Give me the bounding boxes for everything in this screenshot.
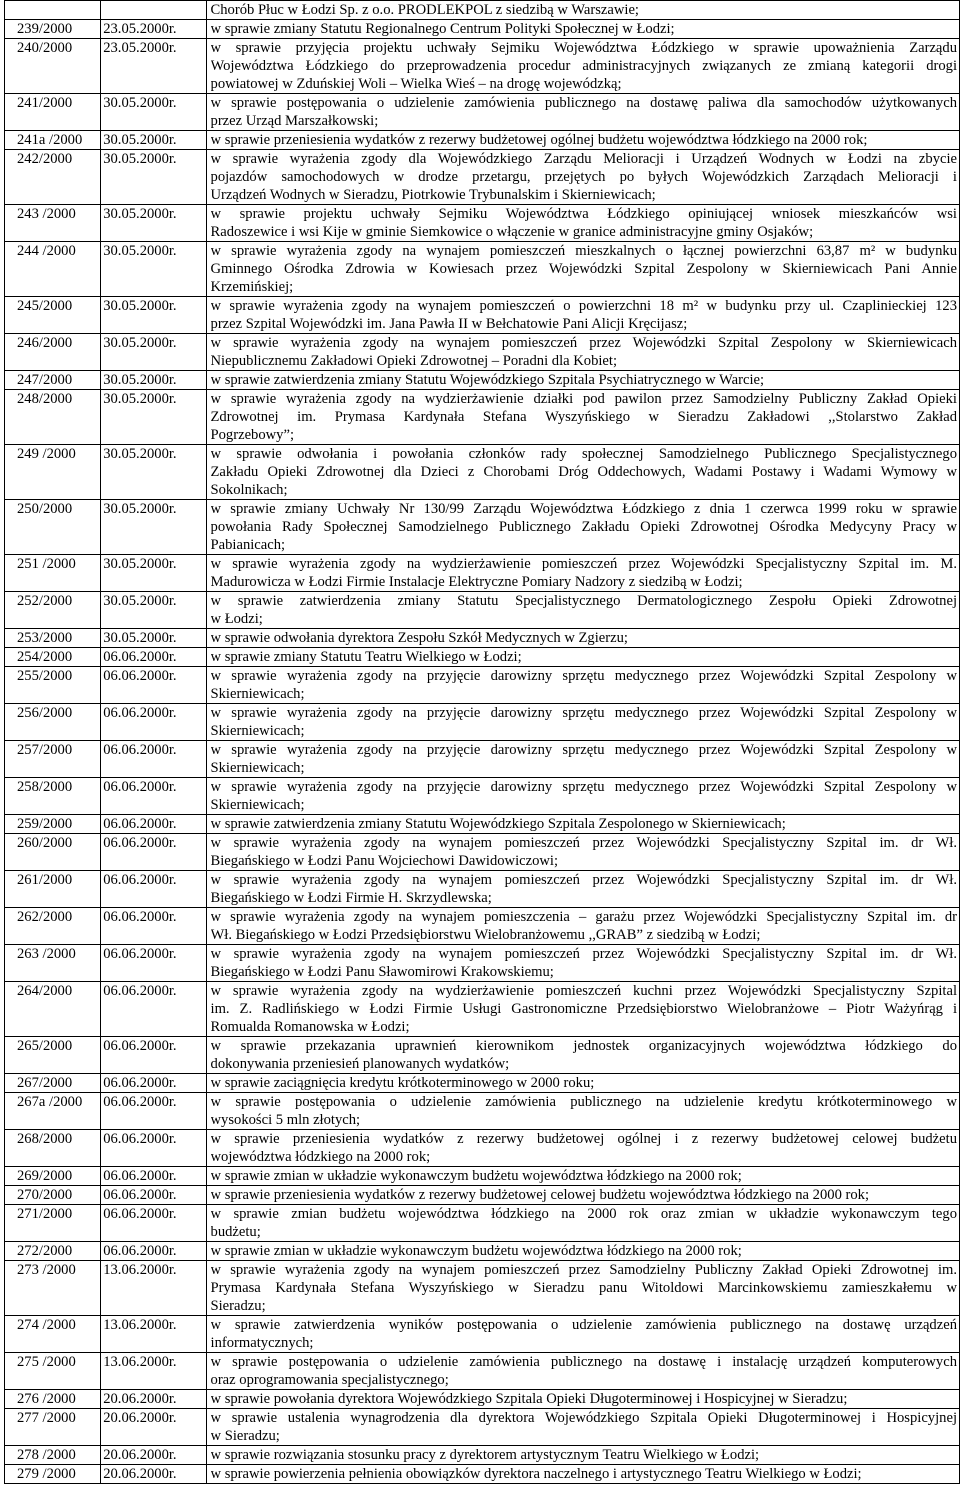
description-line: w sprawie postępowania o udzielenie zamówienia publicznego na udzielenie kredytu krótkoterminowego w <box>210 1094 957 1110</box>
resolution-description <box>206 131 959 150</box>
table-row <box>5 667 960 704</box>
resolution-date: 06.06.2000r. <box>101 1074 206 1093</box>
table-row <box>5 908 960 945</box>
resolution-number: 267/2000 <box>5 1074 101 1093</box>
resolution-number: 240/2000 <box>5 39 101 94</box>
resolution-date: 06.06.2000r. <box>101 1037 206 1074</box>
description-line: w sprawie powołania dyrektora Wojewódzkiego Szpitala Opieki Długoterminowej i Hospicyjnej w Sieradzu; <box>210 1391 848 1407</box>
description-line: w sprawie rozwiązania stosunku pracy z dyrektorem artystycznym Teatru Wielkiego w Łodzi; <box>210 1447 760 1463</box>
resolution-date: 23.05.2000r. <box>101 39 206 94</box>
resolution-description <box>206 834 959 871</box>
resolution-number: 246/2000 <box>5 334 101 371</box>
resolution-description <box>206 555 959 592</box>
resolution-number: 267a /2000 <box>5 1093 101 1130</box>
resolution-date: 30.05.2000r. <box>101 150 206 205</box>
resolution-number: 271/2000 <box>5 1205 101 1242</box>
table-row <box>5 150 960 205</box>
resolution-description <box>206 334 959 371</box>
resolution-number: 244 /2000 <box>5 242 101 297</box>
resolution-date: 30.05.2000r. <box>101 94 206 131</box>
description-line: w sprawie zmian w układzie wykonawczym budżetu województwa łódzkiego na 2000 rok; <box>210 1243 742 1259</box>
table-row <box>5 1409 960 1446</box>
resolution-date: 06.06.2000r. <box>101 945 206 982</box>
resolution-date: 06.06.2000r. <box>101 667 206 704</box>
resolution-description <box>206 500 959 555</box>
description-line: w sprawie przyjęcia projektu uchwały Sejmiku Województwa Łódzkiego w sprawie upoważnienia Zarządu <box>210 40 957 56</box>
resolution-description <box>206 648 959 667</box>
resolution-date: 20.06.2000r. <box>101 1390 206 1409</box>
description-line: województwa łódzkiego na 2000 rok; <box>210 1149 431 1165</box>
description-line: Zakładu Opieki Zdrowotnej dla Dzieci z Chorobami Dróg Oddechowych, Wadami Postawy i Wadami Wymowy w <box>210 464 957 480</box>
resolution-date: 06.06.2000r. <box>101 1093 206 1130</box>
resolution-description <box>206 1130 959 1167</box>
table-row <box>5 1093 960 1130</box>
resolution-number: 275 /2000 <box>5 1353 101 1390</box>
resolution-number: 262/2000 <box>5 908 101 945</box>
description-line: w sprawie odwołania i powołania członków rady społecznej Samodzielnego Publicznego Specjalistycznego <box>210 446 957 462</box>
description-line: dokonywania przeniesień planowanych wydatków; <box>210 1056 510 1072</box>
table-row <box>5 242 960 297</box>
table-row <box>5 500 960 555</box>
table-row <box>5 1074 960 1093</box>
resolution-number: 273 /2000 <box>5 1261 101 1316</box>
description-line: w sprawie zmian budżetu województwa łódzkiego na 2000 rok oraz zmian w układzie wykonawczym tego <box>210 1206 957 1222</box>
resolution-date: 30.05.2000r. <box>101 205 206 242</box>
description-line: powołania Rady Społecznej Samodzielnego Publicznego Zakładu Opieki Zdrowotnej Ośrodka Medycyny Pracy w <box>210 519 957 535</box>
resolution-number: 243 /2000 <box>5 205 101 242</box>
table-row <box>5 1037 960 1074</box>
description-line: w sprawie powierzenia pełnienia obowiązków dyrektora naczelnego i artystycznego Teatru Wielkiego w Łodzi; <box>210 1466 862 1482</box>
description-line: pojazdów samochodowych w drodze przetargu, przejętych po byłych Wojewódzkich Zarządach Melioracji i <box>210 169 957 185</box>
resolution-date: 13.06.2000r. <box>101 1353 206 1390</box>
resolution-number: 269/2000 <box>5 1167 101 1186</box>
description-line: w sprawie wyrażenia zgody na wydzierżawienie pomieszczeń przez Wojewódzki Specjalistyczny Szpital im. M. <box>210 556 957 572</box>
description-line: w sprawie zmiany Statutu Teatru Wielkiego w Łodzi; <box>210 649 522 665</box>
description-line: Urządzeń Wodnych w Sieradzu, Piotrkowie Trybunalskim i Skierniewicach; <box>210 187 656 203</box>
description-line: w sprawie ustalenia wynagrodzenia dla dyrektora Wojewódzkiego Szpitala Opieki Długoterminowej i Hospicyjnej <box>210 1410 957 1426</box>
resolution-description <box>206 1205 959 1242</box>
resolution-number <box>5 1 101 20</box>
description-line: Skierniewicach; <box>210 723 305 739</box>
resolution-description <box>206 945 959 982</box>
resolution-number: 256/2000 <box>5 704 101 741</box>
description-line: w sprawie przekazania uprawnień kierownikom jednostek organizacyjnych województwa łódzkiego do <box>210 1038 957 1054</box>
description-line: w sprawie odwołania dyrektora Zespołu Szkół Medycznych w Zgierzu; <box>210 630 628 646</box>
table-row <box>5 371 960 390</box>
resolution-description <box>206 1037 959 1074</box>
table-row <box>5 1353 960 1390</box>
resolution-description <box>206 371 959 390</box>
resolution-date: 30.05.2000r. <box>101 131 206 150</box>
resolution-number: 261/2000 <box>5 871 101 908</box>
description-line: w Łodzi; <box>210 611 263 627</box>
resolution-date: 06.06.2000r. <box>101 1167 206 1186</box>
description-line: Niepublicznemu Zakładowi Opieki Zdrowotnej – Poradni dla Kobiet; <box>210 353 618 369</box>
resolution-number: 260/2000 <box>5 834 101 871</box>
resolution-number: 248/2000 <box>5 390 101 445</box>
resolution-description <box>206 205 959 242</box>
description-line: w sprawie wyrażenia zgody na przyjęcie darowizny sprzętu medycznego przez Wojewódzki Szpital Zespolony w <box>210 705 957 721</box>
description-line: Biegańskiego w Łodzi Panu Sławomirowi Krakowskiemu; <box>210 964 554 980</box>
description-line: Zdrowotnej im. Prymasa Kardynała Stefana Wyszyńskiego w Sieradzu Zakładowi ,,Stolarstwo Zakład <box>210 409 957 425</box>
table-row <box>5 205 960 242</box>
description-line: przez Szpital Wojewódzki im. Jana Pawła II w Bełchatowie Pani Alicji Kręcijasz; <box>210 316 688 332</box>
table-row <box>5 1465 960 1484</box>
description-line: w sprawie zmiany Uchwały Nr 130/99 Zarządu Województwa Łódzkiego z dnia 1 czerwca 1999 roku w sprawie <box>210 501 957 517</box>
resolution-number: 278 /2000 <box>5 1446 101 1465</box>
resolution-number: 265/2000 <box>5 1037 101 1074</box>
resolution-description <box>206 297 959 334</box>
resolution-description <box>206 1409 959 1446</box>
resolution-description <box>206 1 959 20</box>
table-row <box>5 20 960 39</box>
table-row <box>5 390 960 445</box>
resolution-date: 13.06.2000r. <box>101 1261 206 1316</box>
resolution-date: 06.06.2000r. <box>101 1130 206 1167</box>
description-line: Pabianicach; <box>210 537 286 553</box>
table-row <box>5 1205 960 1242</box>
table-row <box>5 131 960 150</box>
table-row <box>5 1261 960 1316</box>
resolution-number: 277 /2000 <box>5 1409 101 1446</box>
description-line: w sprawie zatwierdzenia zmiany Statutu Wojewódzkiego Szpitala Psychiatrycznego w Warcie; <box>210 372 765 388</box>
description-line: oraz oprogramowania specjalistycznego; <box>210 1372 449 1388</box>
resolution-number: 249 /2000 <box>5 445 101 500</box>
description-line: Prymasa Kardynała Stefana Wyszyńskiego w Sieradzu panu Witoldowi Marcinkowskiemu zamieszkałemu w <box>210 1280 957 1296</box>
description-line: Madurowicza w Łodzi Firmie Instalacje Elektryczne Pomiary Nadzory z siedzibą w Łodzi; <box>210 574 743 590</box>
resolution-date: 06.06.2000r. <box>101 982 206 1037</box>
resolution-date <box>101 1 206 20</box>
table-row <box>5 629 960 648</box>
resolution-description <box>206 1316 959 1353</box>
table-row <box>5 648 960 667</box>
description-line: Skierniewicach; <box>210 797 305 813</box>
table-row <box>5 834 960 871</box>
description-line: Romualda Romanowska w Łodzi; <box>210 1019 410 1035</box>
description-line: w sprawie zatwierdzenia zmiany Statutu Specjalistycznego Dermatologicznego Zespołu Opieki Zdrowotnej <box>210 593 957 609</box>
description-line: w sprawie projektu uchwały Sejmiku Województwa Łódzkiego opiniującej wniosek mieszkańców wsi <box>210 206 957 222</box>
resolution-description <box>206 242 959 297</box>
resolution-date: 30.05.2000r. <box>101 500 206 555</box>
description-line: budżetu; <box>210 1224 261 1240</box>
description-line: im. Z. Radlińskiego w Łodzi Firmie Usługi Gastronomiczne Przedsiębiorstwo Wielobranżowe – Piotr Ważyńrąg i <box>210 1001 957 1017</box>
resolution-number: 268/2000 <box>5 1130 101 1167</box>
description-line: w sprawie wyrażenia zgody na wydzierżawienie pomieszczeń kuchni przez Wojewódzki Specjalistyczny Szpital <box>210 983 957 999</box>
description-line: przez Urząd Marszałkowski; <box>210 113 379 129</box>
table-row <box>5 815 960 834</box>
table-row <box>5 445 960 500</box>
resolution-date: 06.06.2000r. <box>101 1205 206 1242</box>
description-line: Radoszewice i wsi Kije w gminie Siemkowice o włączenie w granice administracyjne gminy Osjaków; <box>210 224 814 240</box>
resolution-description <box>206 20 959 39</box>
resolution-description <box>206 741 959 778</box>
resolution-date: 06.06.2000r. <box>101 871 206 908</box>
resolution-description <box>206 908 959 945</box>
resolution-date: 06.06.2000r. <box>101 704 206 741</box>
resolution-description <box>206 667 959 704</box>
table-row <box>5 1446 960 1465</box>
resolution-date: 06.06.2000r. <box>101 648 206 667</box>
resolution-number: 241/2000 <box>5 94 101 131</box>
table-row <box>5 704 960 741</box>
resolution-date: 20.06.2000r. <box>101 1409 206 1446</box>
resolution-number: 239/2000 <box>5 20 101 39</box>
description-line: Biegańskiego w Łodzi Panu Wojciechowi Dawidowiczowi; <box>210 853 559 869</box>
description-line: w sprawie postępowania o udzielenie zamówienia publicznego na dostawę i instalację urządzeń komputerowych <box>210 1354 957 1370</box>
resolution-number: 257/2000 <box>5 741 101 778</box>
resolutions-document <box>4 0 960 1484</box>
table-row <box>5 945 960 982</box>
table-row <box>5 334 960 371</box>
table-row <box>5 741 960 778</box>
table-row <box>5 1 960 20</box>
resolution-date: 06.06.2000r. <box>101 778 206 815</box>
description-line: Gminnego Ośrodka Zdrowia w Kowiesach przez Wojewódzki Szpital Zespolony w Skierniewicach Pani Annie <box>210 261 957 277</box>
resolution-description <box>206 982 959 1037</box>
description-line: w sprawie wyrażenia zgody dla Wojewódzkiego Zarządu Melioracji i Urządzeń Wodnych w Łodzi na zbycie <box>210 151 957 167</box>
description-line: Biegańskiego w Łodzi Firmie H. Skrzydlewska; <box>210 890 492 906</box>
resolution-description <box>206 629 959 648</box>
resolution-date: 30.05.2000r. <box>101 371 206 390</box>
resolution-date: 30.05.2000r. <box>101 555 206 592</box>
resolution-description <box>206 445 959 500</box>
resolution-date: 06.06.2000r. <box>101 741 206 778</box>
description-line: w sprawie postępowania o udzielenie zamówienia publicznego na dostawę paliwa dla samochodów użytkowanych <box>210 95 957 111</box>
resolution-date: 06.06.2000r. <box>101 834 206 871</box>
table-row <box>5 1316 960 1353</box>
resolution-description <box>206 94 959 131</box>
resolution-description <box>206 1465 959 1484</box>
resolution-number: 255/2000 <box>5 667 101 704</box>
table-row <box>5 297 960 334</box>
description-line: w sprawie wyrażenia zgody na wynajem pomieszczeń przez Samodzielny Publiczny Zakład Opieki Zdrowotnej im. <box>210 1262 957 1278</box>
description-line: w sprawie wyrażenia zgody na wynajem pomieszczeń mieszkalnych o łącznej powierzchni 63,87 m² w budynku <box>210 243 957 259</box>
resolutions-table <box>4 0 960 1484</box>
resolution-date: 30.05.2000r. <box>101 297 206 334</box>
description-line: w sprawie wyrażenia zgody na wynajem pomieszczeń o powierzchni 18 m² w budynku przy ul. Czaplinieckiej 123 <box>210 298 957 314</box>
description-line: Krzemińskiej; <box>210 279 294 295</box>
resolution-date: 20.06.2000r. <box>101 1446 206 1465</box>
resolution-description <box>206 1186 959 1205</box>
resolution-number: 263 /2000 <box>5 945 101 982</box>
resolution-date: 30.05.2000r. <box>101 390 206 445</box>
description-line: Chorób Płuc w Łodzi Sp. z o.o. PRODLEKPOL z siedzibą w Warszawie; <box>210 2 639 18</box>
description-line: w sprawie przeniesienia wydatków z rezerwy budżetowej ogólnej budżetu województwa łódzkiego na 2000 rok; <box>210 132 868 148</box>
resolution-number: 242/2000 <box>5 150 101 205</box>
description-line: w sprawie wyrażenia zgody na wynajem pomieszczeń przez Wojewódzki Specjalistyczny Szpital im. dr Wł. <box>210 835 957 851</box>
description-line: Skierniewicach; <box>210 760 305 776</box>
description-line: Sokolnikach; <box>210 482 288 498</box>
description-line: w sprawie wyrażenia zgody na wynajem pomieszczeń przez Wojewódzki Szpital Zespolony w Skierniewicach <box>210 335 957 351</box>
description-line: w sprawie wyrażenia zgody na wynajem pomieszczeń przez Wojewódzki Specjalistyczny Szpital im. dr Wł. <box>210 872 957 888</box>
resolution-number: 272/2000 <box>5 1242 101 1261</box>
description-line: Województwa Łódzkiego do przeprowadzenia procedur administracyjnych związanych ze zmianą kategorii drogi <box>210 58 957 74</box>
description-line: w sprawie przeniesienia wydatków z rezerwy budżetowej celowej budżetu województwa łódzkiego na 2000 rok; <box>210 1187 870 1203</box>
resolution-number: 276 /2000 <box>5 1390 101 1409</box>
description-line: w sprawie zatwierdzenia wyników postępowania o udzielenie zamówienia publicznego na dostawę urządzeń <box>210 1317 957 1333</box>
resolution-number: 245/2000 <box>5 297 101 334</box>
table-row <box>5 1186 960 1205</box>
resolution-description <box>206 1093 959 1130</box>
description-line: Skierniewicach; <box>210 686 305 702</box>
resolution-date: 30.05.2000r. <box>101 445 206 500</box>
description-line: w sprawie zaciągnięcia kredytu krótkoterminowego w 2000 roku; <box>210 1075 595 1091</box>
description-line: w sprawie wyrażenia zgody na przyjęcie darowizny sprzętu medycznego przez Wojewódzki Szpital Zespolony w <box>210 742 957 758</box>
description-line: w sprawie wyrażenia zgody na wynajem pomieszczenia – garażu przez Wojewódzki Specjalistyczny Szpital im. dr <box>210 909 957 925</box>
resolution-description <box>206 871 959 908</box>
resolution-description <box>206 778 959 815</box>
description-line: w sprawie zmiany Statutu Regionalnego Centrum Polityki Społecznej w Łodzi; <box>210 21 675 37</box>
table-row <box>5 94 960 131</box>
table-row <box>5 982 960 1037</box>
resolution-description <box>206 1261 959 1316</box>
description-line: w sprawie wyrażenia zgody na wydzierżawienie działki pod pawilon przez Samodzielny Publiczny Zakład Opieki <box>210 391 957 407</box>
resolution-date: 06.06.2000r. <box>101 1186 206 1205</box>
resolution-number: 254/2000 <box>5 648 101 667</box>
table-row <box>5 555 960 592</box>
description-line: powiatowej w Zduńskiej Woli – Wielka Wieś – na drogę wojewódzką; <box>210 76 622 92</box>
resolution-number: 259/2000 <box>5 815 101 834</box>
resolution-date: 20.06.2000r. <box>101 1465 206 1484</box>
table-row <box>5 1130 960 1167</box>
resolution-date: 30.05.2000r. <box>101 592 206 629</box>
resolution-description <box>206 592 959 629</box>
table-row <box>5 592 960 629</box>
table-row <box>5 778 960 815</box>
resolution-description <box>206 390 959 445</box>
resolution-date: 23.05.2000r. <box>101 20 206 39</box>
description-line: w sprawie zatwierdzenia zmiany Statutu Wojewódzkiego Szpitala Zespolonego w Skierniewicach; <box>210 816 786 832</box>
table-row <box>5 39 960 94</box>
resolution-date: 06.06.2000r. <box>101 908 206 945</box>
resolution-description <box>206 1242 959 1261</box>
resolution-number: 264/2000 <box>5 982 101 1037</box>
resolution-number: 253/2000 <box>5 629 101 648</box>
resolution-description <box>206 1446 959 1465</box>
resolution-number: 252/2000 <box>5 592 101 629</box>
description-line: w sprawie wyrażenia zgody na wynajem pomieszczeń przez Wojewódzki Specjalistyczny Szpital im. dr Wł. <box>210 946 957 962</box>
resolution-date: 30.05.2000r. <box>101 242 206 297</box>
table-row <box>5 1390 960 1409</box>
resolution-number: 274 /2000 <box>5 1316 101 1353</box>
resolution-date: 06.06.2000r. <box>101 815 206 834</box>
resolution-description <box>206 1390 959 1409</box>
description-line: w sprawie przeniesienia wydatków z rezerwy budżetowej ogólnej i z rezerwy budżetowej celowej budżetu <box>210 1131 957 1147</box>
table-row <box>5 1167 960 1186</box>
resolution-number: 270/2000 <box>5 1186 101 1205</box>
table-row <box>5 1242 960 1261</box>
resolution-number: 247/2000 <box>5 371 101 390</box>
description-line: w Sieradzu; <box>210 1428 280 1444</box>
resolution-number: 250/2000 <box>5 500 101 555</box>
resolution-description <box>206 1074 959 1093</box>
resolution-description <box>206 815 959 834</box>
resolution-number: 258/2000 <box>5 778 101 815</box>
resolution-date: 13.06.2000r. <box>101 1316 206 1353</box>
resolution-description <box>206 39 959 94</box>
description-line: w sprawie wyrażenia zgody na przyjęcie darowizny sprzętu medycznego przez Wojewódzki Szpital Zespolony w <box>210 668 957 684</box>
table-row <box>5 871 960 908</box>
description-line: informatycznych; <box>210 1335 314 1351</box>
description-line: w sprawie zmian w układzie wykonawczym budżetu województwa łódzkiego na 2000 rok; <box>210 1168 742 1184</box>
resolution-description <box>206 150 959 205</box>
description-line: Wł. Biegańskiego w Łodzi Przedsiębiorstwu Wielobranżowemu ,,GRAB” z siedzibą w Łodzi; <box>210 927 761 943</box>
resolution-date: 06.06.2000r. <box>101 1242 206 1261</box>
description-line: Pogrzebowy”; <box>210 427 295 443</box>
resolution-date: 30.05.2000r. <box>101 629 206 648</box>
description-line: w sprawie wyrażenia zgody na przyjęcie darowizny sprzętu medycznego przez Wojewódzki Szpital Zespolony w <box>210 779 957 795</box>
resolution-description <box>206 704 959 741</box>
resolution-date: 30.05.2000r. <box>101 334 206 371</box>
resolution-number: 241a /2000 <box>5 131 101 150</box>
resolution-description <box>206 1167 959 1186</box>
resolution-number: 251 /2000 <box>5 555 101 592</box>
resolution-description <box>206 1353 959 1390</box>
resolutions-table-body <box>5 1 960 1484</box>
description-line: Sieradzu; <box>210 1298 266 1314</box>
description-line: wysokości 5 mln złotych; <box>210 1112 361 1128</box>
resolution-number: 279 /2000 <box>5 1465 101 1484</box>
